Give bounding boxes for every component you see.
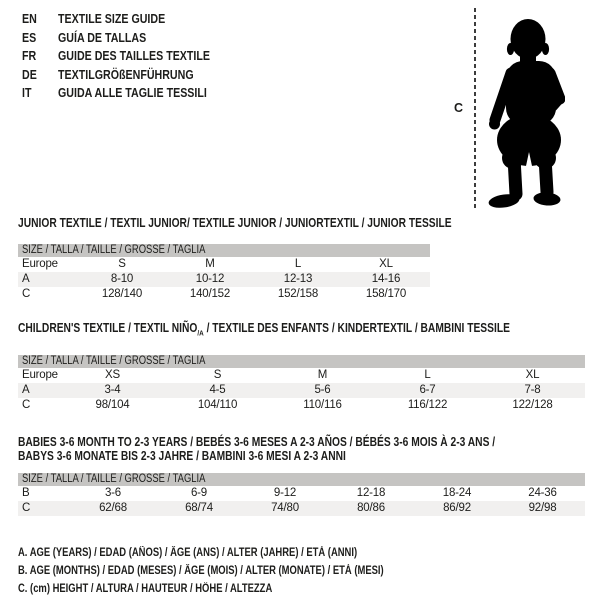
babies-size-table bbox=[18, 473, 585, 516]
size-cell: 152/158 bbox=[277, 288, 319, 300]
language-code: EN bbox=[22, 11, 37, 26]
height-measure-label: C bbox=[454, 101, 464, 115]
children-section-title: CHILDREN'S TEXTILE / TEXTIL $NIÑO_{/A}$ / TEXTILE DES ENFANTS / KINDERTEXTIL / BAMBINI TESSILE bbox=[18, 321, 510, 338]
junior-size-table bbox=[18, 244, 430, 302]
table-row bbox=[18, 486, 585, 501]
size-cell: 104/110 bbox=[197, 398, 238, 411]
size-cell: 7-8 bbox=[524, 383, 541, 396]
size-cell: M bbox=[205, 258, 215, 270]
size-header-bar: SIZE / TALLA / TAILLE / GRÖSSE / TAGLIA bbox=[18, 355, 585, 368]
size-cell: S bbox=[118, 258, 126, 270]
footnotes bbox=[18, 544, 600, 598]
language-label: TEXTILGRÖßENFÜHRUNG bbox=[58, 66, 194, 82]
size-cell: 140/152 bbox=[189, 288, 231, 300]
size-cell: 98/104 bbox=[95, 398, 130, 411]
size-header-bar: SIZE / TALLA / TAILLE / GRÖSSE / TAGLIA bbox=[18, 473, 585, 486]
junior-section-title: JUNIOR TEXTILE / TEXTIL JUNIOR/ TEXTILE JUNIOR / JUNIORTEXTIL / JUNIOR TESSILE bbox=[18, 216, 452, 230]
language-label: GUIDA ALLE TAGLIE TESSILI bbox=[58, 85, 207, 100]
size-cell: 8-10 bbox=[110, 273, 134, 285]
table-row bbox=[18, 501, 585, 516]
size-cell: 74/80 bbox=[271, 501, 299, 514]
size-header-bar: SIZE / TALLA / TAILLE / GRÖSSE / TAGLIA bbox=[18, 244, 430, 257]
footnote-age-years: A. AGE (YEARS) / EDAD (AÑOS) / ÂGE (ANS) / ALTER (JAHRE) / ETÀ (ANNI) bbox=[18, 546, 358, 559]
size-cell: 62/68 bbox=[99, 501, 127, 514]
language-label: GUÍA DE TALLAS bbox=[58, 29, 147, 45]
size-cell: 3-6 bbox=[104, 486, 122, 499]
language-code: FR bbox=[22, 48, 37, 63]
table-row bbox=[18, 287, 430, 302]
size-cell: 6-7 bbox=[419, 383, 436, 396]
table-row bbox=[18, 398, 585, 413]
size-cell: 9-12 bbox=[273, 486, 297, 499]
table-row bbox=[18, 272, 430, 287]
size-cell: 110/116 bbox=[303, 398, 342, 411]
table-row bbox=[18, 368, 585, 383]
size-cell: 10-12 bbox=[195, 273, 225, 285]
language-list bbox=[22, 12, 243, 99]
size-cell: 92/98 bbox=[528, 501, 557, 514]
babies-section-title: BABIES 3-6 MONTH TO 2-3 YEARS / BEBÉS 3-6 MESES A 2-3 AÑOS / BÉBÉS 3-6 MOIS À 2-3 ANS / BABYS 3-6 MONATE BIS 2-3 JAHRE / BAMBINI 3-6 MESI A 2-3 ANNI bbox=[18, 434, 496, 463]
size-cell: 80/86 bbox=[357, 501, 385, 514]
size-cell: L bbox=[294, 258, 302, 270]
size-cell: 68/74 bbox=[185, 501, 213, 514]
row-label-cell: A bbox=[22, 383, 30, 396]
size-cell: 12-13 bbox=[283, 273, 313, 285]
size-cell: 86/92 bbox=[443, 501, 471, 514]
height-figure bbox=[440, 6, 590, 216]
row-label-cell: C bbox=[22, 501, 31, 514]
size-cell: XS bbox=[105, 368, 120, 381]
size-cell: M bbox=[317, 368, 328, 381]
size-cell: XL bbox=[525, 368, 540, 381]
row-label-cell: Europe bbox=[22, 258, 58, 270]
row-label-cell: Europe bbox=[22, 368, 58, 381]
size-cell: 6-9 bbox=[190, 486, 208, 499]
children-size-table bbox=[18, 355, 585, 413]
row-label-cell: C bbox=[22, 288, 31, 300]
language-label: GUIDE DES TAILLES TEXTILE bbox=[58, 48, 211, 63]
size-cell: 4-5 bbox=[209, 383, 226, 396]
size-cell: 18-24 bbox=[442, 486, 472, 499]
language-code: DE bbox=[22, 66, 37, 82]
language-label: TEXTILE SIZE GUIDE bbox=[58, 11, 166, 26]
size-cell: L bbox=[424, 368, 431, 381]
size-cell: 12-18 bbox=[356, 486, 386, 499]
size-cell: 158/170 bbox=[365, 288, 407, 300]
table-row bbox=[18, 257, 430, 272]
height-dashed-line-icon bbox=[474, 8, 476, 209]
size-cell: XL bbox=[379, 258, 393, 270]
size-cell: 14-16 bbox=[371, 273, 401, 285]
baby-silhouette-icon bbox=[485, 8, 565, 213]
size-cell: 5-6 bbox=[314, 383, 331, 396]
footnote-age-months: B. AGE (MONTHS) / EDAD (MESES) / ÂGE (MOIS) / ALTER (MONATE) / ETÀ (MESI) bbox=[18, 564, 384, 577]
size-cell: 122/128 bbox=[512, 398, 553, 411]
size-cell: 3-4 bbox=[104, 383, 121, 396]
size-cell: S bbox=[213, 368, 222, 381]
row-label-cell: A bbox=[22, 273, 30, 285]
size-cell: 128/140 bbox=[101, 288, 143, 300]
row-label-cell: C bbox=[22, 398, 31, 411]
size-cell: 116/122 bbox=[407, 398, 448, 411]
language-code: ES bbox=[22, 29, 37, 45]
row-label-cell: B bbox=[22, 486, 30, 499]
footnote-height: C. (cm) HEIGHT / ALTURA / HAUTEUR / HÖHE / ALTEZZA bbox=[18, 582, 273, 595]
language-code: IT bbox=[22, 85, 32, 100]
table-row bbox=[18, 383, 585, 398]
size-cell: 24-36 bbox=[528, 486, 557, 499]
